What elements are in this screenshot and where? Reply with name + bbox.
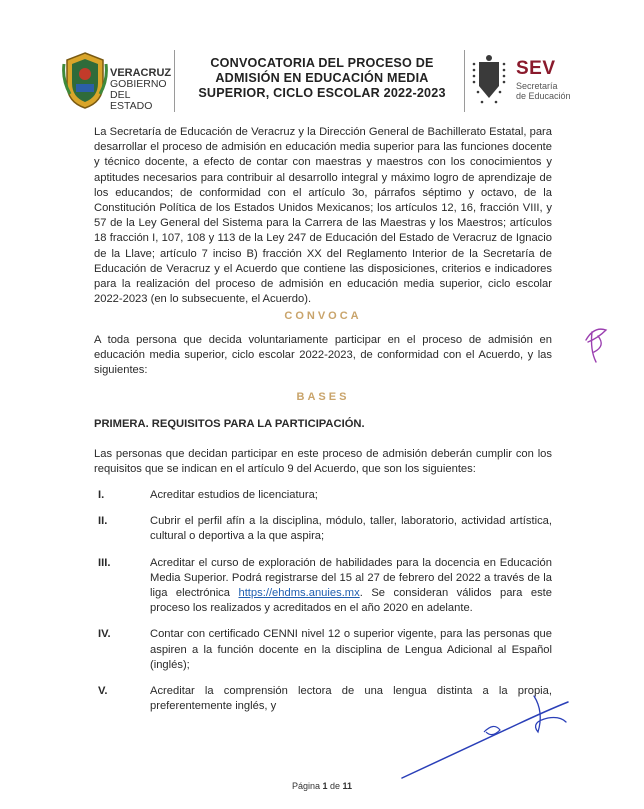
intro-paragraph: La Secretaría de Educación de Veracruz y la Dirección General de Bachillerato Estatal, para desarrollar el proceso de admisión en educación media superior para las funciones docente y técnico docente, a efecto de contar con maestras y maestros con los conocimientos y aptitudes necesarios para contribuir al desarrollo integral y máximo logro de aprendizaje de los educandos; de conformidad con el artículo 3o, párrafos séptimo y octavo, de la Constitución Política de los Estados Unidos Mexicanos; los artículos 12, 16, fracción VIII, y 57 de la Ley General del Sistema para la Carrera de las Maestras y los Maestros; artículos 18 fracción I, 107, 108 y 113 de la Ley 247 de Educación del Estado de Veracruz de Ignacio de la Llave; artículo 7 inciso B) fracción XX del Reglamento Interior de la Secretaría de Educación de Veracruz y el Acuerdo que contiene las disposiciones, criterios e indicadores para la realización del proceso de admisión en educación media superior, ciclo escolar 2022-2023 (en lo subsecuente, el Acuerdo). [94,126,552,306]
sev-abbreviation: SEV [516,58,556,79]
logo-line-3: DEL ESTADO [110,89,153,112]
title-line-1: CONVOCATORIA DEL PROCESO DE [210,56,434,70]
veracruz-government-logo [62,50,172,110]
requirement-item [94,627,552,673]
requirement-number: IV. [98,628,111,641]
footer-separator: de [327,781,343,791]
footer-prefix: Página [291,781,323,791]
primera-intro: Las personas que decidan participar en este proceso de admisión deberán cumplir con los requisitos que se indican en el artículo 9 del Acuerdo, que son los siguientes: [94,447,552,475]
requirement-text-after-link: . Se consideran válidos para este proceso los realizados y acreditados en el año 2020 en adelante. [150,587,552,615]
title-line-3: SUPERIOR, CICLO ESCOLAR 2022-2023 [198,86,446,100]
veracruz-logo-text [110,68,172,112]
requirement-number: V. [98,685,108,698]
sev-emblem-icon [470,52,508,108]
title-line-2: ADMISIÓN EN EDUCACIÓN MEDIA [215,71,429,85]
document-body [94,125,552,715]
requirement-text: Acreditar la comprensión lectora de una lengua distinta a la propia, preferentemente inglés, y [150,685,552,713]
requirement-text: Contar con certificado CENNI nivel 12 o superior vigente, para las personas que aspiren a la función docente en la disciplina de Lengua Adicional al Español (inglés); [150,628,552,671]
state-seal-icon [62,50,108,110]
requirement-text: Cubrir el perfil afín a la disciplina, módulo, taller, laboratorio, actividad artística, cultural o deportiva a la que aspira; [150,515,552,543]
bases-title: BASES [296,391,350,404]
convoca-paragraph: A toda persona que decida voluntariamente participar en el proceso de admisión en educación media superior, ciclo escolar 2022-2023, de conformidad con el Acuerdo, y las siguientes: [94,333,552,377]
footer-total-pages: 11 [342,781,353,791]
requirement-text-before-link: Acreditar el curso de exploración de habilidades para la docencia en Educación Media Superior. Podrá registrarse del 15 al 27 de febrero del 2022 a través de la liga electrónica [150,556,552,600]
header-divider-right [464,50,465,112]
requirement-item [94,556,552,617]
requirement-number: I. [98,489,105,502]
page-footer [0,781,644,791]
header-divider-left [174,50,175,112]
requirement-item [94,488,552,503]
margin-initials-signature [580,322,614,370]
logo-line-2: GOBIERNO [110,78,167,90]
convoca-title: CONVOCA [284,310,362,323]
page-header [0,38,644,118]
requirement-number: II. [98,515,108,528]
requirement-number: III. [98,556,111,569]
sev-subtitle [516,81,571,101]
handwritten-signature [398,692,574,782]
sev-subtitle-line-2: de Educación [516,91,571,101]
sev-logo [470,50,590,112]
ehdms-link[interactable]: https://ehdms.anuies.mx [238,587,360,600]
document-title [186,56,458,101]
requirement-item [94,514,552,544]
requirement-text: Acreditar estudios de licenciatura; [150,489,318,502]
sev-subtitle-line-1: Secretaría [516,81,558,91]
primera-heading: PRIMERA. REQUISITOS PARA LA PARTICIPACIÓN. [94,418,365,431]
logo-line-1: VERACRUZ [110,67,172,79]
footer-current-page: 1 [322,781,328,791]
